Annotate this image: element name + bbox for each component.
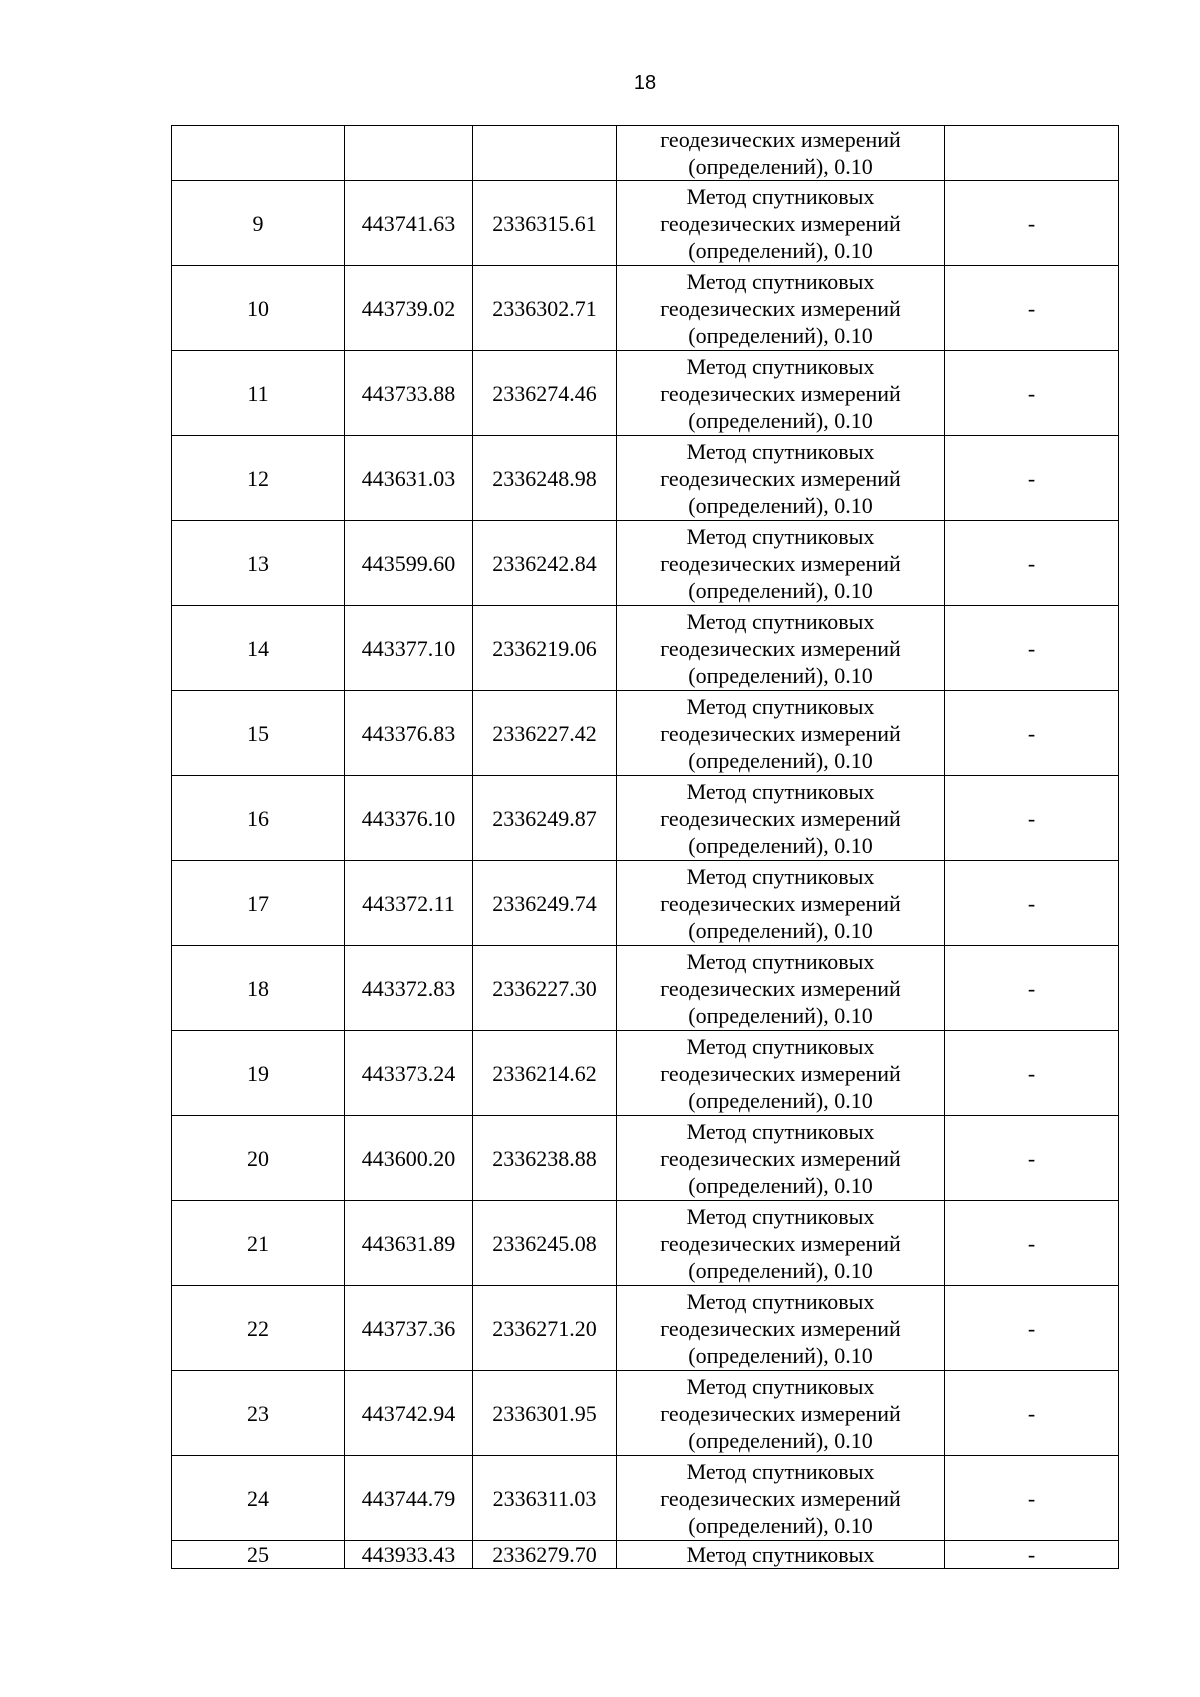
table-row <box>172 1456 1119 1541</box>
method-line: Метод спутниковых <box>686 1033 875 1059</box>
y-coordinate-cell: 2336274.46 <box>473 351 617 436</box>
x-coordinate-cell: 443372.11 <box>345 861 473 946</box>
method-line: геодезических измерений <box>660 1315 901 1341</box>
y-coordinate-cell: 2336302.71 <box>473 266 617 351</box>
method-line: геодезических измерений <box>660 127 901 152</box>
method-cell <box>617 691 945 776</box>
point-number-cell: 23 <box>172 1371 345 1456</box>
method-cell <box>617 521 945 606</box>
method-line: (определений), 0.10 <box>688 407 873 433</box>
point-number-cell: 11 <box>172 351 345 436</box>
method-cell <box>617 266 945 351</box>
coordinates-table <box>171 125 1119 1569</box>
x-coordinate-cell: 443733.88 <box>345 351 473 436</box>
method-cell <box>617 1031 945 1116</box>
method-line: Метод спутниковых <box>686 608 875 634</box>
y-coordinate-cell: 2336279.70 <box>473 1541 617 1569</box>
y-coordinate-cell: 2336315.61 <box>473 181 617 266</box>
x-coordinate-cell: 443373.24 <box>345 1031 473 1116</box>
page-number: 18 <box>633 72 657 94</box>
x-coordinate-cell: 443599.60 <box>345 521 473 606</box>
method-cell <box>617 1201 945 1286</box>
y-coordinate-cell: 2336242.84 <box>473 521 617 606</box>
x-coordinate-cell: 443600.20 <box>345 1116 473 1201</box>
method-line: Метод спутниковых <box>686 1288 875 1314</box>
method-line: геодезических измерений <box>660 975 901 1001</box>
x-coordinate-cell: 443376.83 <box>345 691 473 776</box>
note-cell: - <box>945 1201 1119 1286</box>
method-line: (определений), 0.10 <box>688 1342 873 1368</box>
coordinates-table-body <box>172 126 1119 1569</box>
method-cell <box>617 1286 945 1371</box>
method-line: (определений), 0.10 <box>688 154 873 179</box>
y-coordinate-cell: 2336227.30 <box>473 946 617 1031</box>
method-line: Метод спутниковых <box>686 1542 875 1567</box>
x-coordinate-cell: 443631.03 <box>345 436 473 521</box>
method-line: геодезических измерений <box>660 805 901 831</box>
method-line: геодезических измерений <box>660 1145 901 1171</box>
point-number-cell: 22 <box>172 1286 345 1371</box>
note-cell: - <box>945 1541 1119 1569</box>
point-number-cell: 21 <box>172 1201 345 1286</box>
y-coordinate-cell: 2336238.88 <box>473 1116 617 1201</box>
note-cell: - <box>945 436 1119 521</box>
note-cell: - <box>945 1286 1119 1371</box>
method-cell <box>617 351 945 436</box>
point-number-cell: 19 <box>172 1031 345 1116</box>
table-row <box>172 351 1119 436</box>
point-number-cell: 13 <box>172 521 345 606</box>
method-line: геодезических измерений <box>660 210 901 236</box>
note-cell: - <box>945 691 1119 776</box>
note-cell: - <box>945 351 1119 436</box>
method-line: геодезических измерений <box>660 890 901 916</box>
table-row <box>172 946 1119 1031</box>
method-line: Метод спутниковых <box>686 438 875 464</box>
table-row <box>172 606 1119 691</box>
table-row <box>172 436 1119 521</box>
table-row <box>172 691 1119 776</box>
point-number-cell: 18 <box>172 946 345 1031</box>
x-coordinate-cell: 443933.43 <box>345 1541 473 1569</box>
method-line: Метод спутниковых <box>686 693 875 719</box>
table-row <box>172 776 1119 861</box>
y-coordinate-cell: 2336214.62 <box>473 1031 617 1116</box>
point-number-cell: 24 <box>172 1456 345 1541</box>
x-coordinate-cell: 443372.83 <box>345 946 473 1031</box>
note-cell: - <box>945 861 1119 946</box>
x-coordinate-cell: 443377.10 <box>345 606 473 691</box>
method-line: (определений), 0.10 <box>688 662 873 688</box>
note-cell: - <box>945 1031 1119 1116</box>
method-cell <box>617 606 945 691</box>
method-cell <box>617 1456 945 1541</box>
method-line: (определений), 0.10 <box>688 1087 873 1113</box>
method-line: Метод спутниковых <box>686 1458 875 1484</box>
method-line: геодезических измерений <box>660 720 901 746</box>
note-cell: - <box>945 266 1119 351</box>
y-coordinate-cell: 2336311.03 <box>473 1456 617 1541</box>
point-number-cell: 20 <box>172 1116 345 1201</box>
table-row <box>172 126 1119 181</box>
point-number-cell: 12 <box>172 436 345 521</box>
y-coordinate-cell: 2336271.20 <box>473 1286 617 1371</box>
note-cell: - <box>945 1371 1119 1456</box>
x-coordinate-cell: 443739.02 <box>345 266 473 351</box>
y-coordinate-cell: 2336219.06 <box>473 606 617 691</box>
table-row <box>172 181 1119 266</box>
method-line: (определений), 0.10 <box>688 747 873 773</box>
table-row <box>172 1286 1119 1371</box>
x-coordinate-cell: 443737.36 <box>345 1286 473 1371</box>
method-line: геодезических измерений <box>660 1230 901 1256</box>
method-line: Метод спутниковых <box>686 1373 875 1399</box>
table-row <box>172 1201 1119 1286</box>
method-line: Метод спутниковых <box>686 1118 875 1144</box>
table-row <box>172 1031 1119 1116</box>
y-coordinate-cell: 2336248.98 <box>473 436 617 521</box>
method-line: геодезических измерений <box>660 1485 901 1511</box>
x-coordinate-cell: 443742.94 <box>345 1371 473 1456</box>
method-line: геодезических измерений <box>660 1060 901 1086</box>
method-line: (определений), 0.10 <box>688 1512 873 1538</box>
method-line: Метод спутниковых <box>686 523 875 549</box>
method-line: Метод спутниковых <box>686 863 875 889</box>
method-line: (определений), 0.10 <box>688 1172 873 1198</box>
table-row <box>172 1541 1119 1569</box>
table-row <box>172 521 1119 606</box>
method-line: Метод спутниковых <box>686 353 875 379</box>
method-cell <box>617 1116 945 1201</box>
method-cell <box>617 861 945 946</box>
method-line: (определений), 0.10 <box>688 1257 873 1283</box>
method-line: Метод спутниковых <box>686 268 875 294</box>
y-coordinate-cell: 2336249.74 <box>473 861 617 946</box>
method-cell <box>617 181 945 266</box>
method-line: (определений), 0.10 <box>688 1002 873 1028</box>
x-coordinate-cell <box>345 126 473 181</box>
method-line: (определений), 0.10 <box>688 237 873 263</box>
y-coordinate-cell <box>473 126 617 181</box>
note-cell: - <box>945 181 1119 266</box>
method-cell <box>617 1541 945 1569</box>
method-line: (определений), 0.10 <box>688 917 873 943</box>
point-number-cell: 10 <box>172 266 345 351</box>
note-cell: - <box>945 946 1119 1031</box>
y-coordinate-cell: 2336301.95 <box>473 1371 617 1456</box>
method-line: Метод спутниковых <box>686 778 875 804</box>
x-coordinate-cell: 443744.79 <box>345 1456 473 1541</box>
method-cell <box>617 946 945 1031</box>
method-line: Метод спутниковых <box>686 1203 875 1229</box>
method-line: Метод спутниковых <box>686 948 875 974</box>
table-row <box>172 266 1119 351</box>
note-cell: - <box>945 606 1119 691</box>
point-number-cell: 25 <box>172 1541 345 1569</box>
method-line: геодезических измерений <box>660 550 901 576</box>
method-line: Метод спутниковых <box>686 183 875 209</box>
method-line: (определений), 0.10 <box>688 832 873 858</box>
method-line: геодезических измерений <box>660 465 901 491</box>
table-row <box>172 1371 1119 1456</box>
method-line: (определений), 0.10 <box>688 492 873 518</box>
point-number-cell <box>172 126 345 181</box>
method-cell <box>617 126 945 181</box>
note-cell: - <box>945 1116 1119 1201</box>
y-coordinate-cell: 2336227.42 <box>473 691 617 776</box>
method-line: геодезических измерений <box>660 1400 901 1426</box>
method-cell <box>617 776 945 861</box>
table-row <box>172 861 1119 946</box>
method-line: (определений), 0.10 <box>688 577 873 603</box>
note-cell <box>945 126 1119 181</box>
point-number-cell: 17 <box>172 861 345 946</box>
x-coordinate-cell: 443376.10 <box>345 776 473 861</box>
note-cell: - <box>945 521 1119 606</box>
note-cell: - <box>945 1456 1119 1541</box>
x-coordinate-cell: 443741.63 <box>345 181 473 266</box>
method-line: геодезических измерений <box>660 635 901 661</box>
point-number-cell: 16 <box>172 776 345 861</box>
method-line: (определений), 0.10 <box>688 322 873 348</box>
note-cell: - <box>945 776 1119 861</box>
method-line: (определений), 0.10 <box>688 1427 873 1453</box>
table-row <box>172 1116 1119 1201</box>
method-line: геодезических измерений <box>660 295 901 321</box>
y-coordinate-cell: 2336249.87 <box>473 776 617 861</box>
y-coordinate-cell: 2336245.08 <box>473 1201 617 1286</box>
method-cell <box>617 1371 945 1456</box>
x-coordinate-cell: 443631.89 <box>345 1201 473 1286</box>
method-cell <box>617 436 945 521</box>
point-number-cell: 9 <box>172 181 345 266</box>
point-number-cell: 15 <box>172 691 345 776</box>
method-line: геодезических измерений <box>660 380 901 406</box>
point-number-cell: 14 <box>172 606 345 691</box>
